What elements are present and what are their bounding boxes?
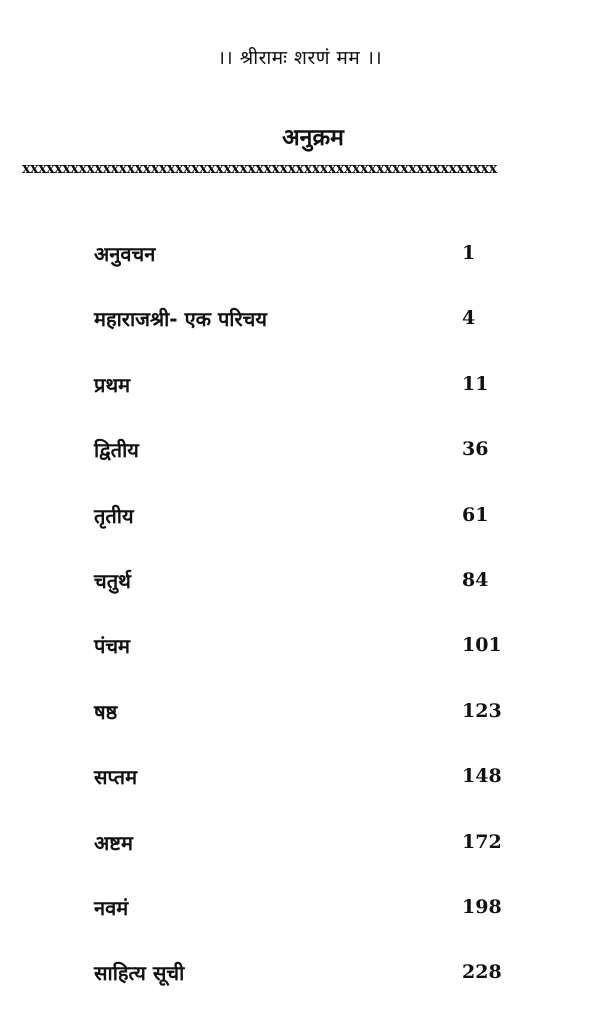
toc-entry-page: 11: [462, 372, 489, 395]
toc-entry-title: अष्टम: [94, 830, 133, 855]
toc-entry: [94, 371, 514, 436]
toc-entry-page: 172: [462, 830, 502, 853]
page-title: अनुक्रम: [282, 125, 344, 151]
table-of-contents: [94, 240, 514, 1025]
toc-entry-title: सप्तम: [94, 765, 138, 790]
toc-entry: [94, 894, 514, 959]
toc-entry: [94, 632, 514, 697]
toc-entry-title: प्रथम: [94, 372, 131, 397]
toc-entry: [94, 698, 514, 763]
toc-entry-page: 84: [462, 568, 489, 591]
toc-entry: [94, 240, 514, 305]
toc-entry-title: नवमं: [94, 895, 129, 920]
toc-entry-title: तृतीय: [94, 503, 134, 528]
toc-entry-page: 101: [462, 634, 502, 657]
toc-entry-page: 1: [462, 242, 476, 264]
toc-entry-title: चतुर्थ: [94, 568, 131, 593]
toc-entry-page: 228: [462, 961, 502, 984]
toc-entry-title: द्वितीय: [94, 438, 139, 463]
toc-entry: [94, 763, 514, 828]
toc-entry-page: 123: [462, 699, 502, 722]
toc-entry-page: 198: [462, 895, 502, 918]
toc-entry-page: 148: [462, 765, 502, 788]
toc-entry-page: 61: [462, 503, 489, 526]
toc-entry: [94, 829, 514, 894]
toc-entry-title: अनुवचन: [94, 242, 156, 266]
toc-entry: [94, 567, 514, 632]
toc-entry-page: 36: [462, 438, 489, 461]
toc-entry: [94, 959, 514, 1024]
toc-entry-title: षष्ठ: [94, 699, 118, 724]
toc-entry-title: साहित्य सूची: [94, 961, 185, 986]
toc-entry-page: 4: [462, 307, 476, 330]
toc-entry-title: पंचम: [94, 634, 131, 659]
toc-entry-title: महाराजश्री- एक परिचय: [94, 307, 267, 332]
invocation-line: ।। श्रीरामः शरणं मम ।।: [217, 47, 383, 69]
toc-entry: [94, 305, 514, 370]
divider-line: xxxxxxxxxxxxxxxxxxxxxxxxxxxxxxxxxxxxxxxxxxxxxxxxxxxxxxxxxxx: [22, 160, 497, 177]
toc-entry: [94, 436, 514, 501]
toc-entry: [94, 502, 514, 567]
